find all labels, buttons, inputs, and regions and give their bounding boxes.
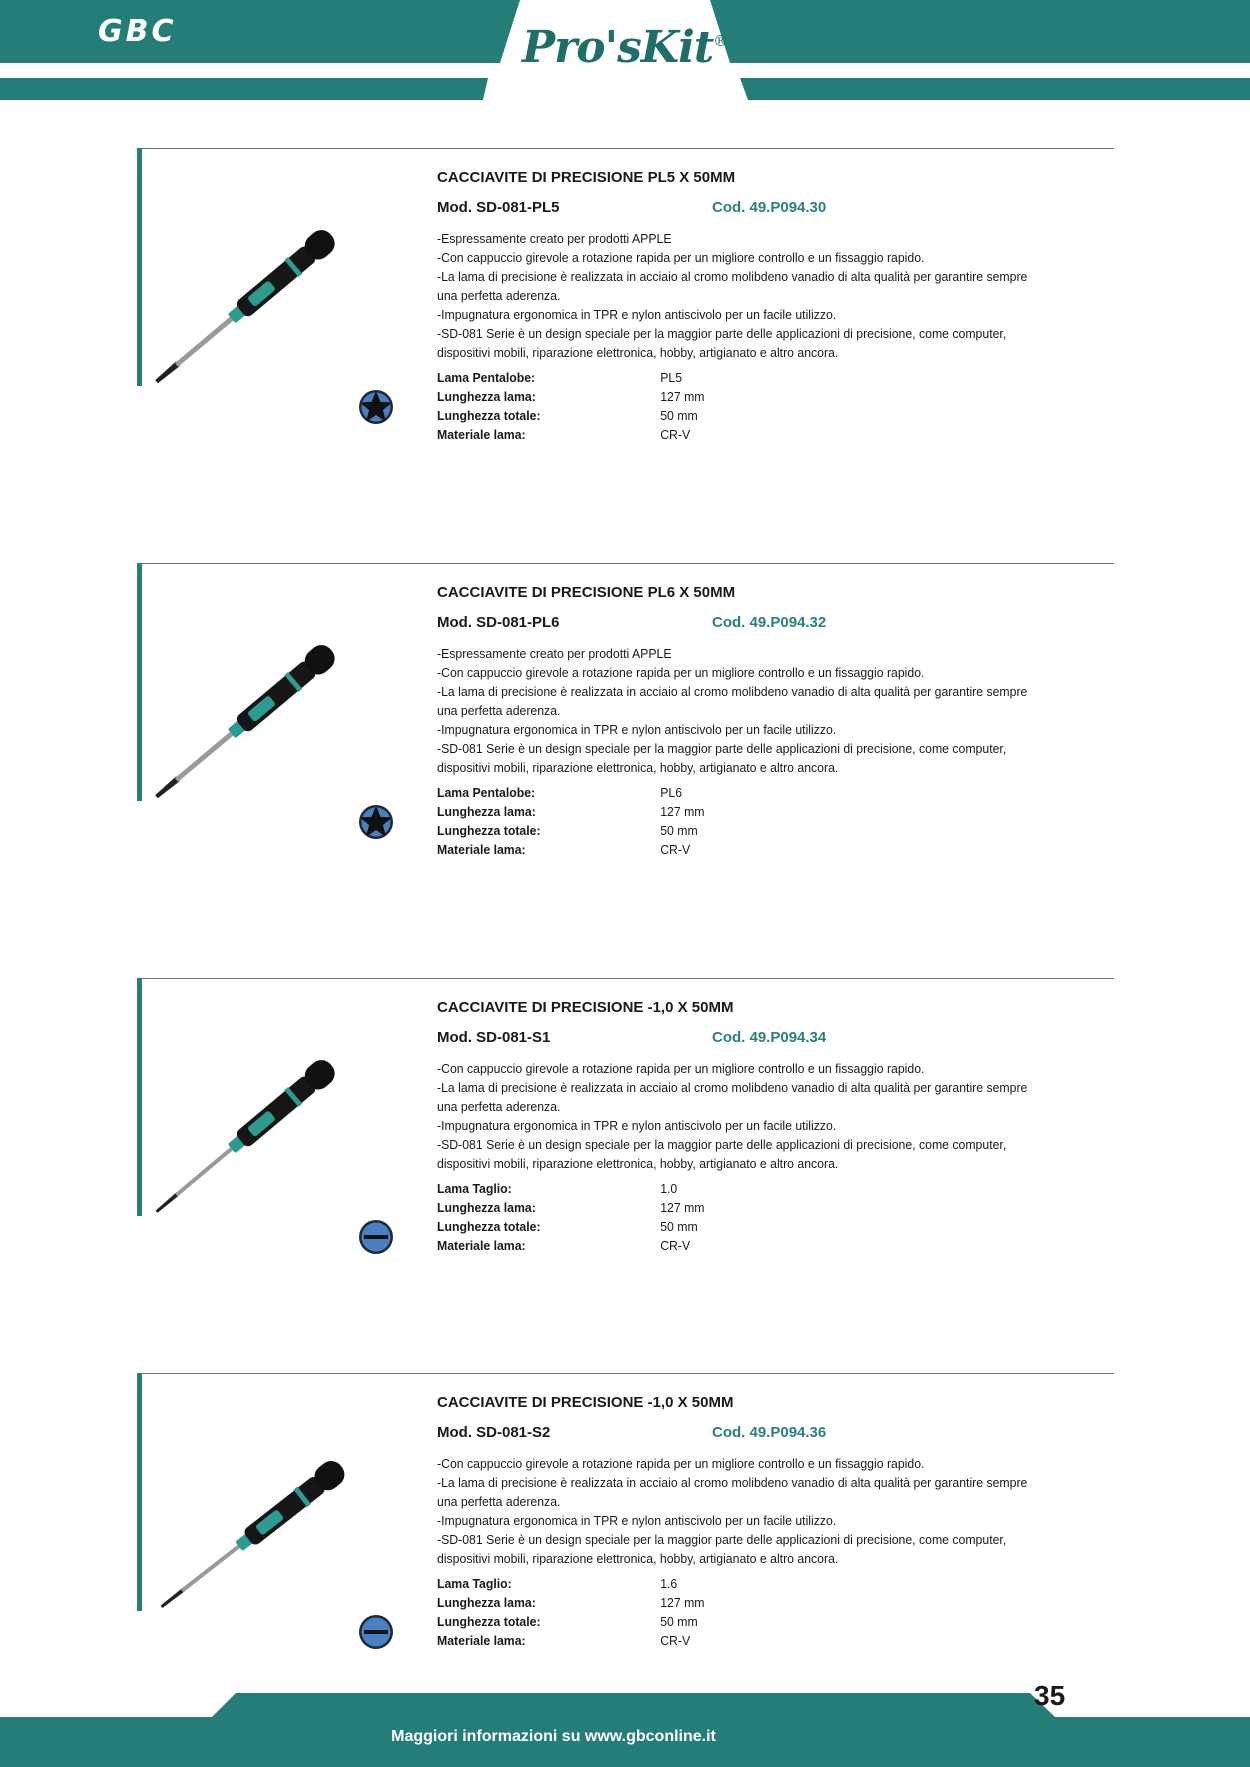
product-accent-bar (137, 148, 142, 386)
description-line: -Impugnatura ergonomica in TPR e nylon antiscivolo per un facile utilizzo. (437, 1118, 837, 1133)
description-line: -SD-081 Serie è un design speciale per la maggior parte delle applicazioni di precisione, come computer, (437, 326, 1007, 341)
product-card (0, 148, 1250, 478)
product-code: Cod. 49.P094.30 (712, 199, 827, 216)
product-title: CACCIAVITE DI PRECISIONE PL6 X 50MM (437, 584, 736, 601)
spec-row (437, 1574, 1069, 1593)
description-line: -SD-081 Serie è un design speciale per la maggior parte delle applicazioni di precisione, come computer, (437, 1137, 1007, 1152)
spec-table (437, 1179, 1069, 1255)
product-divider (142, 563, 1114, 564)
slotted-icon (358, 1614, 394, 1650)
description-line: -Con cappuccio girevole a rotazione rapida per un migliore controllo e un fissaggio rapido. (437, 250, 925, 265)
gbc-logo: GBC (98, 14, 177, 49)
screwdriver-image (155, 1033, 385, 1213)
description-line: una perfetta aderenza. (437, 288, 561, 303)
spec-value: PL6 (660, 785, 683, 800)
spec-label: Materiale lama: (437, 1633, 526, 1648)
spec-label: Lunghezza totale: (437, 1219, 541, 1234)
description-line: dispositivi mobili, riparazione elettronica, hobby, artigianato e altro ancora. (437, 760, 839, 775)
spec-label: Lama Pentalobe: (437, 370, 536, 385)
spec-value: 127 mm (660, 804, 705, 819)
spec-value: 1.6 (660, 1576, 678, 1591)
spec-label: Lama Taglio: (437, 1181, 512, 1196)
slotted-icon (358, 1219, 394, 1255)
spec-table (437, 368, 1069, 444)
description-line: -SD-081 Serie è un design speciale per la maggior parte delle applicazioni di precisione, come computer, (437, 741, 1007, 756)
model-number: Mod. SD-081-S1 (437, 1029, 551, 1046)
registered-mark: ® (713, 32, 728, 50)
spec-row (437, 1593, 1069, 1612)
spec-row (437, 1236, 1069, 1255)
spec-value: 50 mm (660, 1219, 698, 1234)
description-line: una perfetta aderenza. (437, 1099, 561, 1114)
footer-website-text: Maggiori informazioni su www.gbconline.it (391, 1728, 716, 1745)
description-line: -La lama di precisione è realizzata in acciaio al cromo molibdeno vanadio di alta qualità per garantire sempre (437, 684, 1028, 699)
spec-table (437, 1574, 1069, 1650)
product-info (437, 583, 1117, 859)
spec-row (437, 802, 1069, 821)
spec-row (437, 1179, 1069, 1198)
spec-value: CR-V (660, 1633, 691, 1648)
screwdriver-image (155, 1428, 385, 1608)
page-header (0, 0, 1250, 105)
product-accent-bar (137, 978, 142, 1216)
spec-row (437, 783, 1069, 802)
product-card (0, 563, 1250, 893)
spec-label: Lunghezza totale: (437, 823, 541, 838)
spec-label: Lunghezza lama: (437, 1595, 536, 1610)
description-line: dispositivi mobili, riparazione elettronica, hobby, artigianato e altro ancora. (437, 345, 839, 360)
spec-value: 127 mm (660, 1595, 705, 1610)
proskit-logo (522, 22, 727, 73)
model-number: Mod. SD-081-PL5 (437, 199, 560, 216)
product-info (437, 1393, 1117, 1650)
spec-value: 127 mm (660, 1200, 705, 1215)
description-line: -Impugnatura ergonomica in TPR e nylon antiscivolo per un facile utilizzo. (437, 307, 837, 322)
description-line: -La lama di precisione è realizzata in acciaio al cromo molibdeno vanadio di alta qualità per garantire sempre (437, 1475, 1028, 1490)
spec-value: PL5 (660, 370, 683, 385)
spec-label: Lama Taglio: (437, 1576, 512, 1591)
pentalobe-icon (358, 804, 394, 840)
screwdriver-image (155, 203, 385, 383)
description-line: -Con cappuccio girevole a rotazione rapida per un migliore controllo e un fissaggio rapido. (437, 665, 925, 680)
spec-value: 50 mm (660, 823, 698, 838)
product-code-row (437, 1027, 1117, 1049)
description-line: -Espressamente creato per prodotti APPLE (437, 646, 672, 661)
product-info (437, 168, 1117, 444)
product-accent-bar (137, 563, 142, 801)
spec-label: Lama Pentalobe: (437, 785, 536, 800)
spec-value: 127 mm (660, 389, 705, 404)
spec-row (437, 1631, 1069, 1650)
product-title: CACCIAVITE DI PRECISIONE PL5 X 50MM (437, 169, 736, 186)
spec-label: Materiale lama: (437, 842, 526, 857)
spec-row (437, 387, 1069, 406)
spec-value: CR-V (660, 1238, 691, 1253)
description-line: una perfetta aderenza. (437, 1494, 561, 1509)
spec-label: Lunghezza totale: (437, 1614, 541, 1629)
pentalobe-icon (358, 389, 394, 425)
spec-value: CR-V (660, 427, 691, 442)
spec-row (437, 1612, 1069, 1631)
spec-label: Lunghezza lama: (437, 1200, 536, 1215)
description-line: -La lama di precisione è realizzata in acciaio al cromo molibdeno vanadio di alta qualità per garantire sempre (437, 1080, 1028, 1095)
spec-value: CR-V (660, 842, 691, 857)
spec-value: 50 mm (660, 1614, 698, 1629)
proskit-logo-text: Pro'sKit (522, 22, 714, 73)
product-code: Cod. 49.P094.34 (712, 1029, 827, 1046)
product-divider (142, 148, 1114, 149)
spec-row (437, 368, 1069, 387)
product-description (437, 644, 1110, 777)
product-title: CACCIAVITE DI PRECISIONE -1,0 X 50MM (437, 1394, 734, 1411)
spec-row (437, 1217, 1069, 1236)
description-line: -Espressamente creato per prodotti APPLE (437, 231, 672, 246)
description-line: una perfetta aderenza. (437, 703, 561, 718)
spec-row (437, 406, 1069, 425)
product-code: Cod. 49.P094.32 (712, 614, 827, 631)
spec-row (437, 821, 1069, 840)
product-card (0, 978, 1250, 1308)
description-line: -La lama di precisione è realizzata in acciaio al cromo molibdeno vanadio di alta qualità per garantire sempre (437, 269, 1028, 284)
spec-label: Lunghezza totale: (437, 408, 541, 423)
spec-row (437, 425, 1069, 444)
product-description (437, 1454, 1110, 1568)
product-title: CACCIAVITE DI PRECISIONE -1,0 X 50MM (437, 999, 734, 1016)
spec-label: Materiale lama: (437, 1238, 526, 1253)
page-number: 35 (1034, 1680, 1066, 1711)
description-line: -SD-081 Serie è un design speciale per la maggior parte delle applicazioni di precisione, come computer, (437, 1532, 1007, 1547)
product-divider (142, 1373, 1114, 1374)
model-number: Mod. SD-081-PL6 (437, 614, 560, 631)
spec-row (437, 1198, 1069, 1217)
screwdriver-image (155, 618, 385, 798)
description-line: dispositivi mobili, riparazione elettronica, hobby, artigianato e altro ancora. (437, 1551, 839, 1566)
spec-table (437, 783, 1069, 859)
product-code: Cod. 49.P094.36 (712, 1424, 827, 1441)
description-line: -Impugnatura ergonomica in TPR e nylon antiscivolo per un facile utilizzo. (437, 1513, 837, 1528)
spec-label: Lunghezza lama: (437, 389, 536, 404)
spec-row (437, 840, 1069, 859)
product-info (437, 998, 1117, 1255)
spec-value: 50 mm (660, 408, 698, 423)
product-code-row (437, 612, 1117, 634)
product-divider (142, 978, 1114, 979)
description-line: -Impugnatura ergonomica in TPR e nylon antiscivolo per un facile utilizzo. (437, 722, 837, 737)
spec-label: Materiale lama: (437, 427, 526, 442)
description-line: -Con cappuccio girevole a rotazione rapida per un migliore controllo e un fissaggio rapido. (437, 1061, 925, 1076)
description-line: -Con cappuccio girevole a rotazione rapida per un migliore controllo e un fissaggio rapido. (437, 1456, 925, 1471)
model-number: Mod. SD-081-S2 (437, 1424, 551, 1441)
spec-value: 1.0 (660, 1181, 678, 1196)
product-description (437, 1059, 1110, 1173)
spec-label: Lunghezza lama: (437, 804, 536, 819)
product-code-row (437, 1422, 1117, 1444)
product-code-row (437, 197, 1117, 219)
product-accent-bar (137, 1373, 142, 1611)
product-description (437, 229, 1110, 362)
product-card (0, 1373, 1250, 1703)
description-line: dispositivi mobili, riparazione elettronica, hobby, artigianato e altro ancora. (437, 1156, 839, 1171)
